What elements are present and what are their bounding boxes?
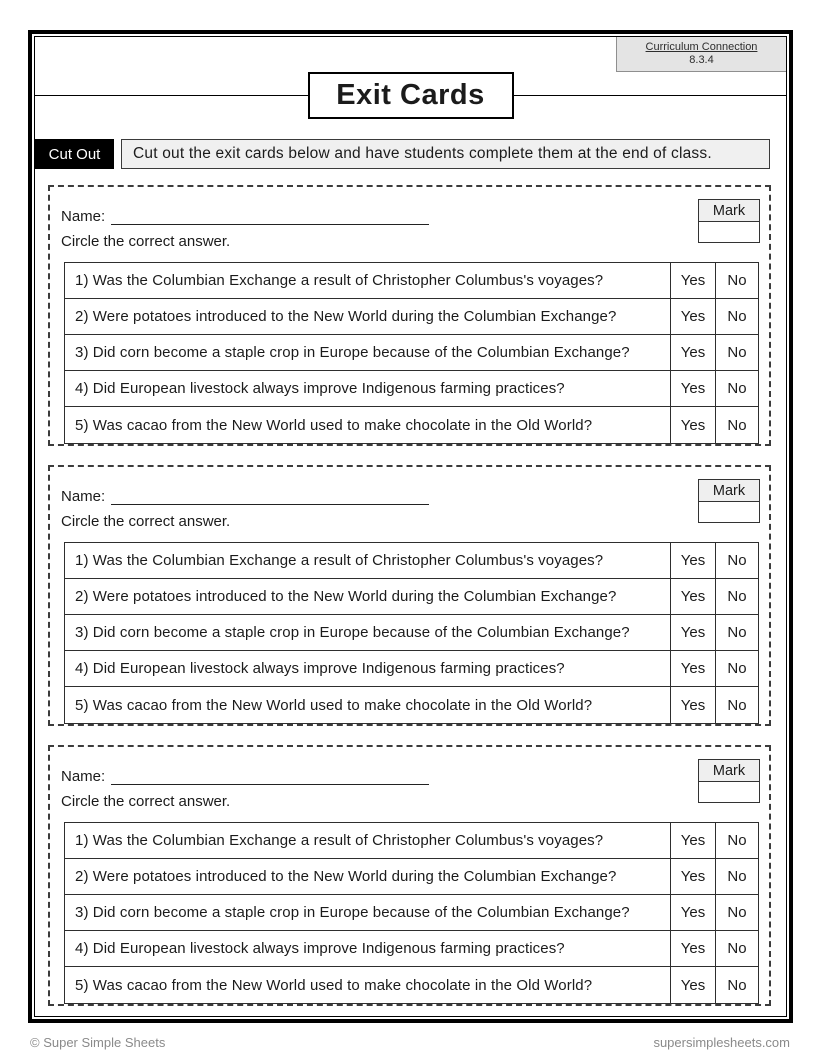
name-blank-line bbox=[111, 207, 429, 225]
question-row bbox=[65, 967, 758, 1003]
no-option: No bbox=[715, 407, 758, 443]
mark-empty-cell bbox=[699, 502, 759, 522]
cutout-instruction-text: Cut out the exit cards below and have students complete them at the end of class. bbox=[121, 139, 770, 169]
exit-card-1 bbox=[48, 185, 771, 446]
yes-option: Yes bbox=[670, 371, 715, 406]
question-text: 4) Did European livestock always improve Indigenous farming practices? bbox=[75, 660, 565, 677]
worksheet-page bbox=[28, 30, 793, 1023]
question-text: 4) Did European livestock always improve Indigenous farming practices? bbox=[75, 940, 565, 957]
no-option: No bbox=[715, 931, 758, 966]
question-text: 5) Was cacao from the New World used to make chocolate in the Old World? bbox=[75, 976, 593, 994]
mark-label: Mark bbox=[699, 200, 759, 222]
question-text: 1) Was the Columbian Exchange a result of Christopher Columbus's voyages? bbox=[75, 272, 604, 289]
circle-instruction: Circle the correct answer. bbox=[61, 232, 231, 250]
name-row bbox=[61, 480, 759, 505]
yes-option: Yes bbox=[670, 615, 715, 650]
no-option: No bbox=[715, 335, 758, 370]
question-text: 3) Did corn become a staple crop in Europe because of the Columbian Exchange? bbox=[75, 624, 630, 641]
curriculum-connection-badge bbox=[616, 37, 786, 72]
no-option: No bbox=[715, 895, 758, 930]
name-row bbox=[61, 200, 759, 225]
header-section bbox=[35, 37, 786, 111]
website-text: supersimplesheets.com bbox=[653, 1035, 790, 1050]
question-row bbox=[65, 651, 758, 687]
no-option: No bbox=[715, 371, 758, 406]
question-row bbox=[65, 335, 758, 371]
question-row bbox=[65, 823, 758, 859]
no-option: No bbox=[715, 579, 758, 614]
question-row bbox=[65, 859, 758, 895]
page-title: Exit Cards bbox=[308, 72, 514, 119]
exit-card-2 bbox=[48, 465, 771, 726]
question-text: 5) Was cacao from the New World used to make chocolate in the Old World? bbox=[75, 696, 593, 714]
mark-label: Mark bbox=[699, 480, 759, 502]
question-text: 1) Was the Columbian Exchange a result of Christopher Columbus's voyages? bbox=[75, 552, 604, 569]
mark-box bbox=[698, 479, 760, 523]
question-table bbox=[64, 822, 759, 1004]
name-blank-line bbox=[111, 487, 429, 505]
name-label: Name: bbox=[61, 208, 106, 225]
cutout-instruction-row bbox=[35, 139, 786, 169]
question-row bbox=[65, 615, 758, 651]
name-blank-line bbox=[111, 767, 429, 785]
no-option: No bbox=[715, 687, 758, 723]
mark-box bbox=[698, 759, 760, 803]
question-text: 4) Did European livestock always improve Indigenous farming practices? bbox=[75, 380, 565, 397]
name-row bbox=[61, 760, 759, 785]
circle-instruction: Circle the correct answer. bbox=[61, 792, 231, 810]
question-row bbox=[65, 579, 758, 615]
question-text: 1) Was the Columbian Exchange a result of Christopher Columbus's voyages? bbox=[75, 832, 604, 849]
no-option: No bbox=[715, 543, 758, 578]
question-text: 2) Were potatoes introduced to the New World during the Columbian Exchange? bbox=[75, 588, 617, 605]
mark-empty-cell bbox=[699, 782, 759, 802]
cards-container bbox=[48, 185, 771, 1006]
yes-option: Yes bbox=[670, 263, 715, 298]
yes-option: Yes bbox=[670, 335, 715, 370]
yes-option: Yes bbox=[670, 895, 715, 930]
mark-empty-cell bbox=[699, 222, 759, 242]
question-row bbox=[65, 371, 758, 407]
copyright-text: © Super Simple Sheets bbox=[30, 1035, 166, 1050]
no-option: No bbox=[715, 823, 758, 858]
no-option: No bbox=[715, 263, 758, 298]
name-label: Name: bbox=[61, 488, 106, 505]
no-option: No bbox=[715, 967, 758, 1003]
yes-option: Yes bbox=[670, 651, 715, 686]
yes-option: Yes bbox=[670, 299, 715, 334]
yes-option: Yes bbox=[670, 687, 715, 723]
question-text: 2) Were potatoes introduced to the New World during the Columbian Exchange? bbox=[75, 868, 617, 885]
question-table bbox=[64, 262, 759, 444]
question-row bbox=[65, 931, 758, 967]
no-option: No bbox=[715, 859, 758, 894]
curriculum-code: 8.3.4 bbox=[689, 54, 714, 66]
yes-option: Yes bbox=[670, 579, 715, 614]
question-text: 2) Were potatoes introduced to the New World during the Columbian Exchange? bbox=[75, 308, 617, 325]
name-label: Name: bbox=[61, 768, 106, 785]
yes-option: Yes bbox=[670, 823, 715, 858]
question-text: 3) Did corn become a staple crop in Europe because of the Columbian Exchange? bbox=[75, 344, 630, 361]
curriculum-connection-label: Curriculum Connection bbox=[645, 41, 758, 53]
question-text: 5) Was cacao from the New World used to make chocolate in the Old World? bbox=[75, 416, 593, 434]
question-row bbox=[65, 543, 758, 579]
question-row bbox=[65, 687, 758, 723]
mark-box bbox=[698, 199, 760, 243]
no-option: No bbox=[715, 299, 758, 334]
exit-card-3 bbox=[48, 745, 771, 1006]
yes-option: Yes bbox=[670, 543, 715, 578]
yes-option: Yes bbox=[670, 967, 715, 1003]
question-table bbox=[64, 542, 759, 724]
circle-instruction: Circle the correct answer. bbox=[61, 512, 231, 530]
no-option: No bbox=[715, 615, 758, 650]
mark-label: Mark bbox=[699, 760, 759, 782]
question-text: 3) Did corn become a staple crop in Europe because of the Columbian Exchange? bbox=[75, 904, 630, 921]
question-row bbox=[65, 299, 758, 335]
question-row bbox=[65, 895, 758, 931]
question-row bbox=[65, 263, 758, 299]
yes-option: Yes bbox=[670, 407, 715, 443]
cutout-tag: Cut Out bbox=[35, 139, 114, 169]
yes-option: Yes bbox=[670, 931, 715, 966]
yes-option: Yes bbox=[670, 859, 715, 894]
no-option: No bbox=[715, 651, 758, 686]
page-inner-frame bbox=[34, 36, 787, 1017]
page-footer bbox=[30, 1035, 790, 1050]
question-row bbox=[65, 407, 758, 443]
